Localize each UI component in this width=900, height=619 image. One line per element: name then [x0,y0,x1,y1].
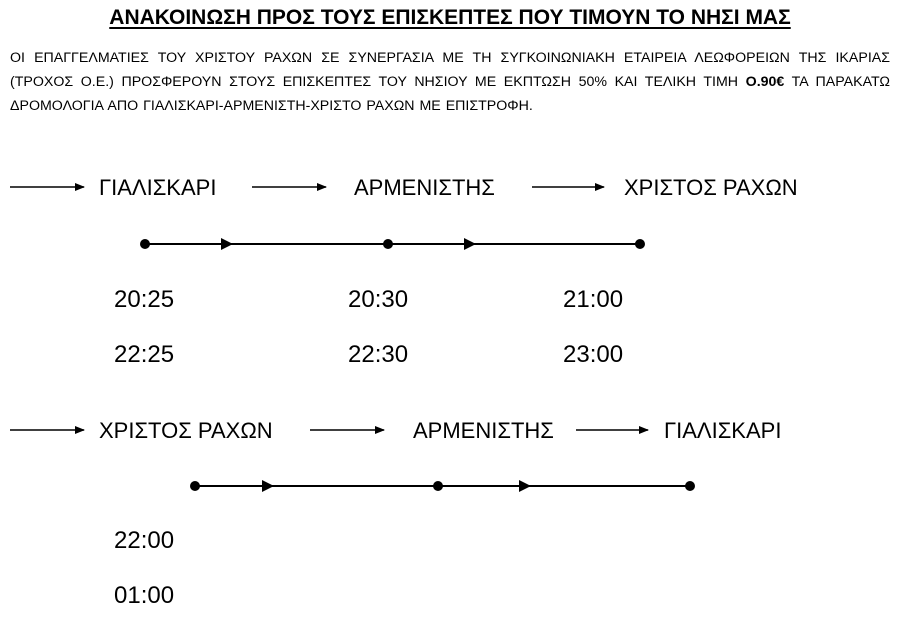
outbound-time: 22:30 [348,341,409,368]
return-stop-2: ΑΡΜΕΝΙΣΤΗΣ [413,418,554,443]
stop-dot [685,481,695,491]
return-time: 01:00 [114,582,175,609]
outbound-time: 20:30 [348,286,409,313]
route-arrow-icon [221,238,233,250]
return-stop-3: ΓΙΑΛΙΣΚΑΡΙ [664,418,782,443]
stop-dot [635,239,645,249]
route-arrow-icon [464,238,476,250]
stop-dot [190,481,200,491]
price-value: Ο.90€ [745,74,785,90]
route-arrow-icon [519,480,531,492]
stop-dot [140,239,150,249]
return-stop-1: ΧΡΙΣΤΟΣ ΡΑΧΩΝ [99,418,273,443]
stop-dot [383,239,393,249]
outbound-time: 20:25 [114,286,175,313]
outbound-stop-1: ΓΙΑΛΙΣΚΑΡΙ [99,175,217,200]
announcement-title: ΑΝΑΚΟΙΝΩΣΗ ΠΡΟΣ ΤΟΥΣ ΕΠΙΣΚΕΠΤΕΣ ΠΟΥ ΤΙΜΟΥΝ ΤΟ ΝΗΣΙ ΜΑΣ [109,6,791,29]
return-time: 22:00 [114,527,175,554]
outbound-time: 22:25 [114,341,175,368]
route-arrow-icon [262,480,274,492]
intro-text-part2: ΤΑ ΠΑΡΑΚΑΤΩ ΔΡΟΜΟΛΟΓΙΑ ΑΠΟ ΓΙΑΛΙΣΚΑΡΙ-ΑΡΜΕΝΙΣΤΗ-ΧΡΙΣΤΟ ΡΑΧΩΝ ΜΕ ΕΠΙΣΤΡΟΦΗ. [10,74,891,114]
outbound-time: 23:00 [563,341,624,368]
stop-dot [433,481,443,491]
outbound-time: 21:00 [563,286,624,313]
intro-text-part1: ΟΙ ΕΠΑΓΓΕΛΜΑΤΙΕΣ ΤΟΥ ΧΡΙΣΤΟΥ ΡΑΧΩΝ ΣΕ ΣΥΝΕΡΓΑΣΙΑ ΜΕ ΤΗ ΣΥΓΚΟΙΝΩΝΙΑΚΗ ΕΤΑΙΡΕΙΑ ΛΕΩΦΟΡΕΙΩΝ ΤΗΣ ΙΚΑΡΙΑΣ (ΤΡΟΧΟΣ Ο.Ε.) ΠΡΟΣΦΕΡΟΥΝ ΣΤΟΥΣ ΕΠΙΣΚΕΠΤΕΣ ΤΟΥ ΝΗΣΙΟΥ ΜΕ ΕΚΠΤΩΣΗ 50% ΚΑΙ ΤΕΛΙΚΗ ΤΙΜΗ [10,50,890,90]
outbound-stop-2: ΑΡΜΕΝΙΣΤΗΣ [354,175,495,200]
outbound-stop-3: ΧΡΙΣΤΟΣ ΡΑΧΩΝ [624,175,798,200]
